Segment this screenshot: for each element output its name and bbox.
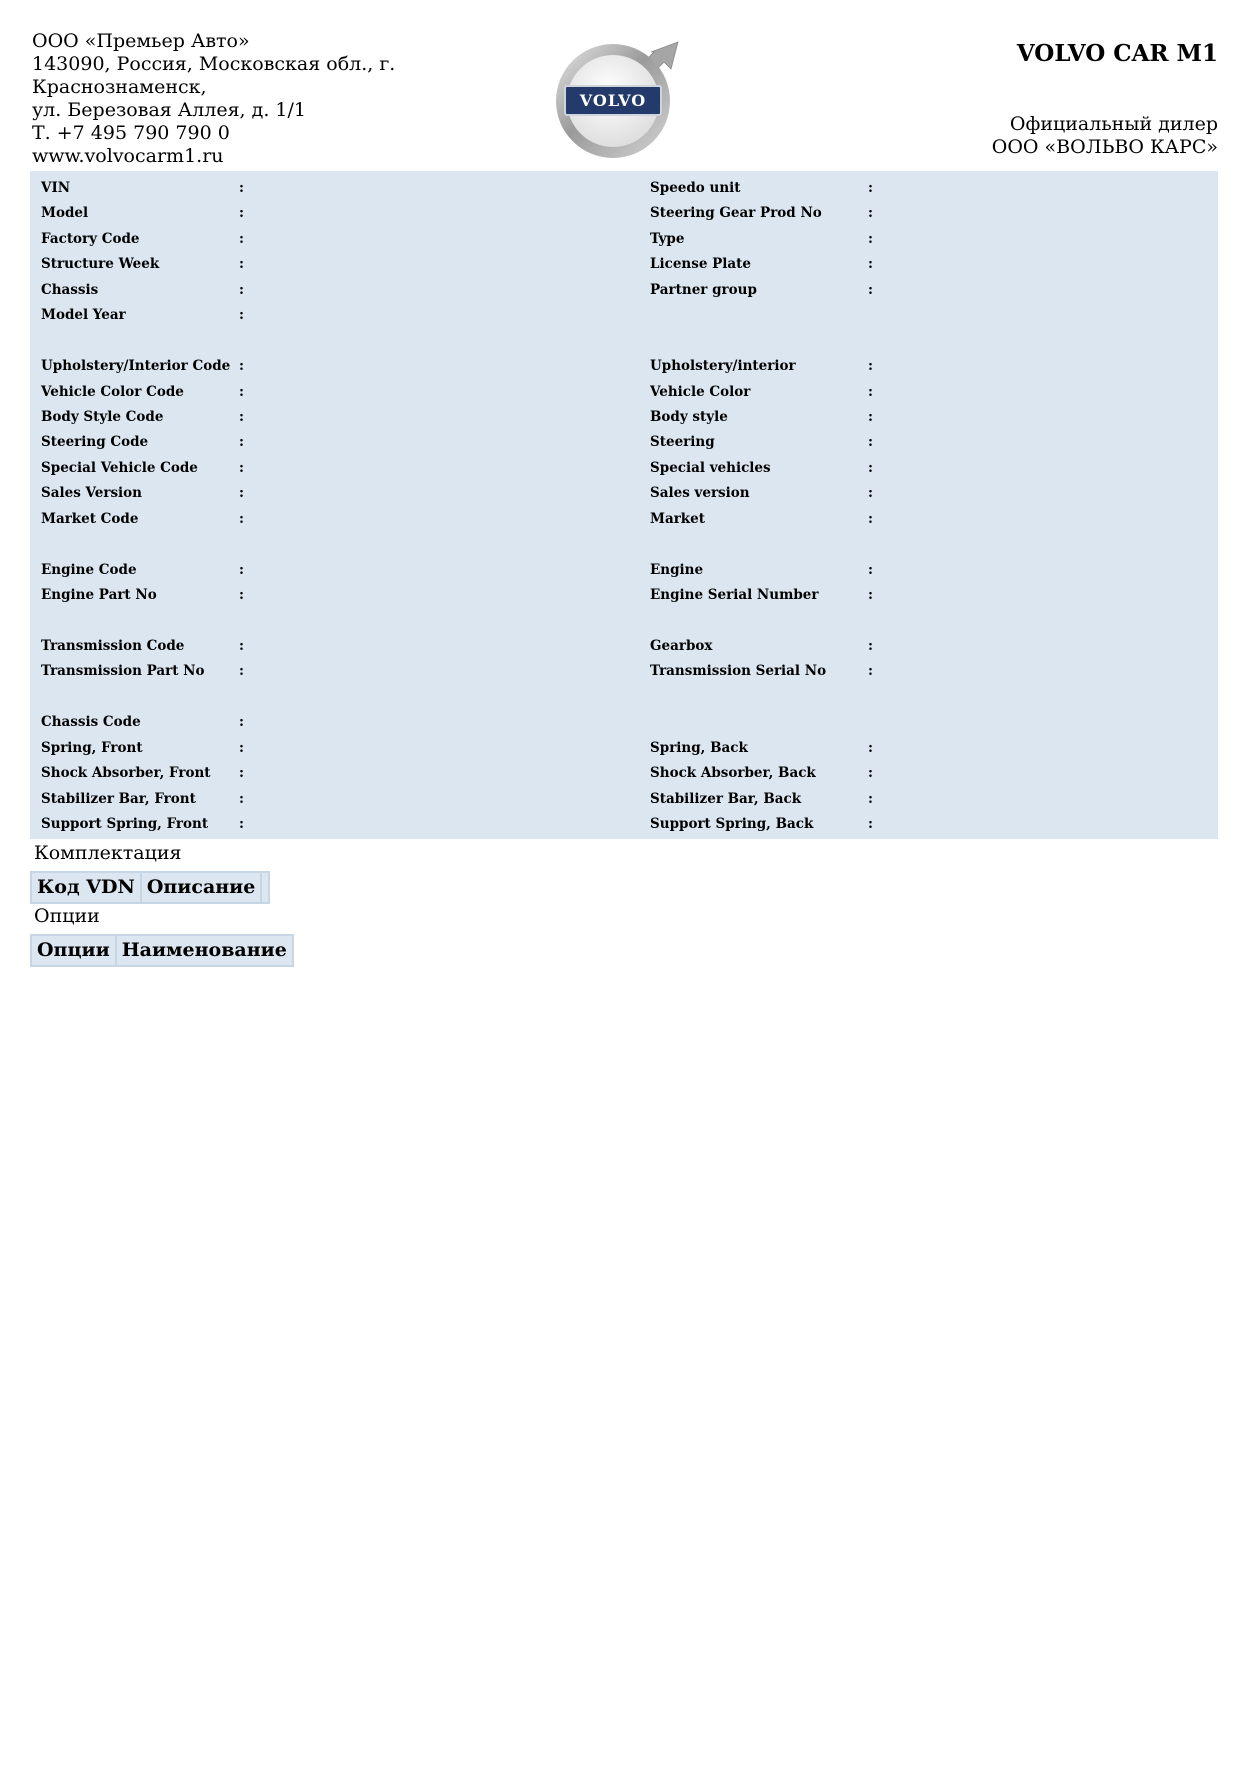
field-separator: : [868, 256, 873, 273]
field-separator: : [239, 383, 244, 400]
logo-text: VOLVO [579, 91, 647, 110]
field-separator: : [868, 637, 873, 654]
options-title: Опции [34, 905, 100, 927]
field-label: Stabilizer Bar, Back [650, 790, 802, 807]
field-separator: : [868, 510, 873, 527]
field-separator: : [868, 663, 873, 680]
vehicle-info-panel [30, 171, 1218, 839]
field-label: Sales version [650, 485, 750, 502]
field-label: Stabilizer Bar, Front [41, 790, 196, 807]
field-label: Body style [650, 408, 728, 425]
field-label: Shock Absorber, Back [650, 765, 816, 782]
equipment-table [30, 871, 270, 904]
column-header-options: Опции [31, 935, 116, 966]
field-label: Structure Week [41, 256, 160, 273]
address-line: ул. Березовая Аллея, д. 1/1 [32, 99, 306, 121]
column-header-empty [261, 872, 269, 903]
field-label: Upholstery/Interior Code [41, 358, 231, 375]
field-label: Engine Serial Number [650, 587, 819, 603]
field-label: Upholstery/interior [650, 358, 796, 375]
field-separator: : [239, 739, 244, 756]
field-label: Chassis Code [41, 714, 141, 731]
column-header-description: Описание [141, 872, 262, 903]
field-label: Shock Absorber, Front [41, 765, 211, 782]
field-separator: : [239, 561, 244, 578]
field-separator: : [868, 358, 873, 375]
address-line: ООО «Премьер Авто» [32, 30, 250, 52]
field-separator: : [239, 434, 244, 451]
field-separator: : [239, 714, 244, 731]
field-label: Engine [650, 561, 704, 578]
field-separator: : [868, 485, 873, 502]
field-label: Gearbox [650, 637, 713, 654]
field-label: Steering Code [41, 434, 149, 451]
field-separator: : [239, 790, 244, 807]
field-label: Spring, Back [650, 739, 748, 756]
field-label: Engine Code [41, 561, 137, 578]
dealer-line: Официальный дилер [1009, 113, 1218, 135]
field-separator: : [239, 205, 244, 222]
field-label: Support Spring, Back [650, 815, 814, 832]
field-separator: : [868, 739, 873, 756]
table-header-row [31, 935, 293, 966]
field-label: Model Year [41, 307, 126, 324]
field-separator: : [868, 281, 873, 298]
field-separator: : [868, 408, 873, 425]
field-separator: : [868, 230, 873, 247]
field-label: Steering [650, 434, 715, 451]
field-separator: : [239, 815, 244, 832]
column-header-vdn-code: Код VDN [31, 872, 141, 903]
field-separator: : [868, 765, 873, 782]
website-link[interactable]: www.volvocarm1.ru [32, 145, 224, 167]
field-label: Support Spring, Front [41, 815, 209, 832]
field-separator: : [868, 383, 873, 400]
field-label: Engine Part No [41, 587, 157, 603]
field-separator: : [239, 637, 244, 654]
field-label: Chassis [41, 281, 99, 298]
field-label: Special vehicles [650, 459, 771, 476]
field-label: Spring, Front [41, 739, 143, 756]
field-separator: : [239, 587, 244, 603]
equipment-title: Комплектация [34, 842, 182, 864]
field-separator: : [239, 358, 244, 375]
volvo-logo [555, 38, 685, 168]
field-separator: : [868, 790, 873, 807]
field-label: Factory Code [41, 230, 140, 247]
field-separator: : [239, 230, 244, 247]
field-label: Transmission Code [41, 637, 185, 654]
field-separator: : [239, 307, 244, 324]
column-header-name: Наименование [116, 935, 293, 966]
field-label: Transmission Serial No [650, 663, 827, 680]
field-label: Steering Gear Prod No [650, 205, 822, 222]
field-label: Body Style Code [41, 408, 164, 425]
address-line: Т. +7 495 790 790 0 [32, 122, 230, 144]
field-separator: : [868, 205, 873, 222]
field-separator: : [239, 485, 244, 502]
field-separator: : [868, 434, 873, 451]
field-separator: : [868, 561, 873, 578]
field-label: Market [650, 510, 705, 527]
brand-title: VOLVO CAR M1 [1016, 40, 1218, 67]
field-separator: : [239, 281, 244, 298]
field-label: Type [650, 230, 685, 247]
field-label: Partner group [650, 281, 757, 298]
field-label: Vehicle Color [650, 383, 751, 400]
field-separator: : [239, 408, 244, 425]
field-label: License Plate [650, 256, 751, 273]
field-separator: : [868, 587, 873, 603]
dealer-address [32, 30, 395, 168]
field-separator: : [868, 459, 873, 476]
field-separator: : [239, 180, 244, 196]
field-separator: : [868, 815, 873, 832]
field-label: VIN [41, 180, 71, 196]
field-label: Special Vehicle Code [41, 459, 198, 476]
field-label: Transmission Part No [41, 663, 205, 680]
options-table [30, 934, 294, 967]
field-separator: : [239, 256, 244, 273]
address-line: Краснознаменск, [32, 76, 207, 98]
field-label: Model [41, 205, 89, 222]
table-header-row [31, 872, 269, 903]
field-separator: : [239, 510, 244, 527]
field-label: Market Code [41, 510, 139, 527]
field-separator: : [239, 459, 244, 476]
dealer-line: ООО «ВОЛЬВО КАРС» [991, 136, 1218, 158]
dealer-info [992, 113, 1218, 159]
field-separator: : [868, 180, 873, 196]
field-label: Speedo unit [650, 180, 741, 196]
address-line: 143090, Россия, Московская обл., г. [32, 53, 396, 75]
field-label: Sales Version [41, 485, 142, 502]
field-separator: : [239, 663, 244, 680]
field-label: Vehicle Color Code [41, 383, 184, 400]
field-separator: : [239, 765, 244, 782]
